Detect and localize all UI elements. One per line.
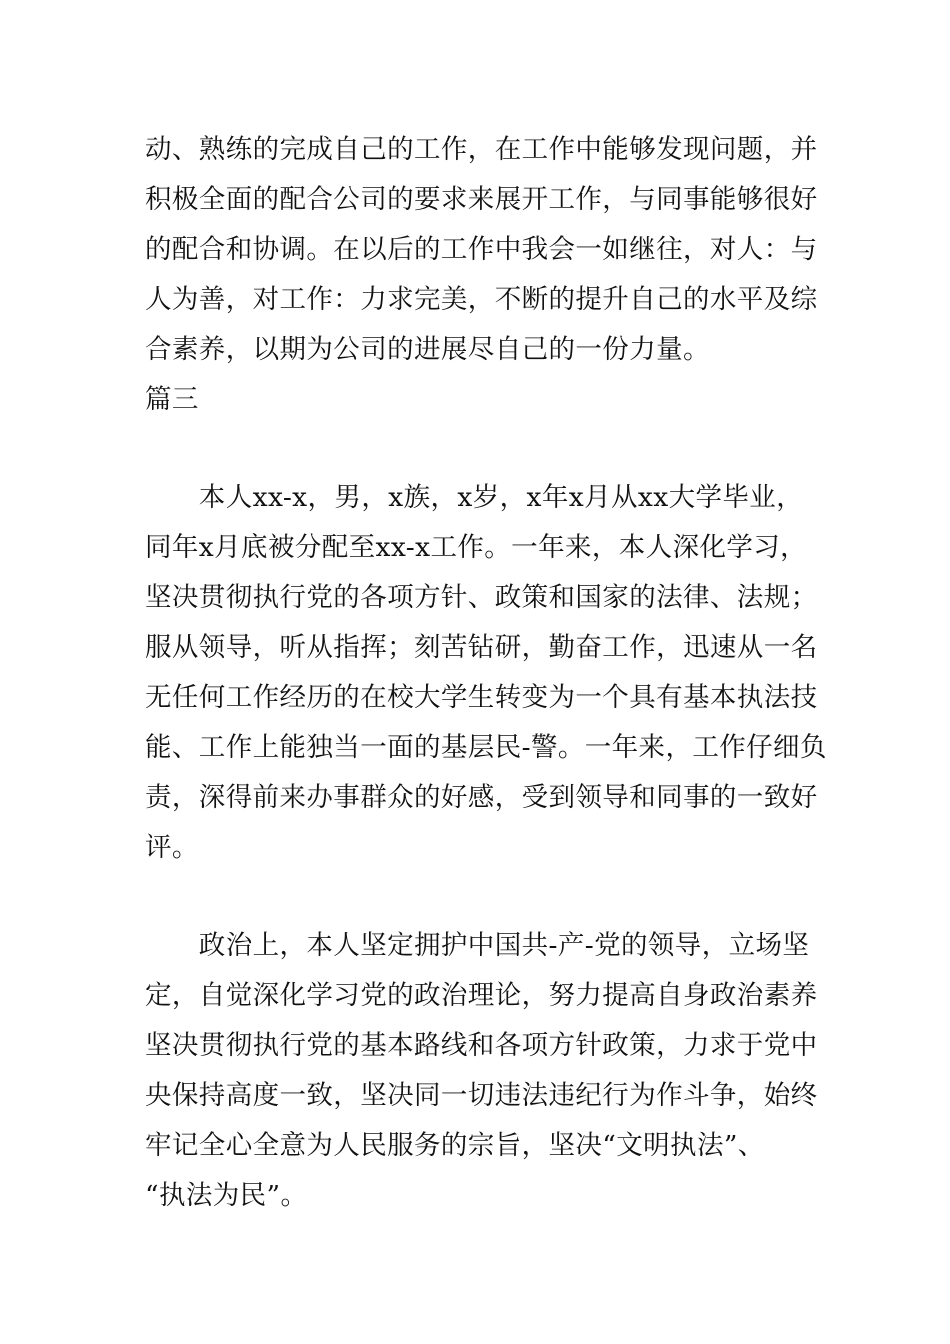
text-line: 坚决贯彻执行党的基本路线和各项方针政策，力求于党中 [145,1030,818,1061]
text-line: 定，自觉深化学习党的政治理论，努力提高自身政治素养 [145,980,818,1011]
text-line: 服从领导，听从指挥；刻苦钻研，勤奋工作，迅速从一名 [145,632,818,663]
text-line: 人为善，对工作：力求完美，不断的提升自己的水平及综 [145,284,818,315]
text-line: 牢记全心全意为人民服务的宗旨，坚决“文明执法”、 [145,1130,765,1161]
text-line: 积极全面的配合公司的要求来展开工作，与同事能够很好 [145,184,818,215]
text-line: 动、熟练的完成自己的工作，在工作中能够发现问题，并 [145,134,818,165]
text-line: 合素养，以期为公司的进展尽自己的一份力量。 [145,334,710,365]
text-line: 的配合和协调。在以后的工作中我会一如继往，对人：与 [145,234,818,265]
text-line: 同年x月底被分配至xx-x工作。一年来，本人深化学习， [145,532,808,563]
text-line: 能、工作上能独当一面的基层民-警。一年来，工作仔细负 [145,732,827,763]
text-line: “执法为民”。 [145,1180,308,1211]
text-line: 责，深得前来办事群众的好感，受到领导和同事的一致好 [145,782,818,813]
text-line: 无任何工作经历的在校大学生转变为一个具有基本执法技 [145,682,818,713]
text-line: 央保持高度一致，坚决同一切违法违纪行为作斗争，始终 [145,1080,818,1111]
text-line: 评。 [145,832,199,863]
text-line: 政治上，本人坚定拥护中国共-产-党的领导，立场坚 [145,930,810,961]
text-line: 坚决贯彻执行党的各项方针、政策和国家的法律、法规； [145,582,818,613]
text-line: 本人xx-x，男，x族，x岁，x年x月从xx大学毕业， [145,482,804,513]
section-heading: 篇三 [145,384,199,415]
